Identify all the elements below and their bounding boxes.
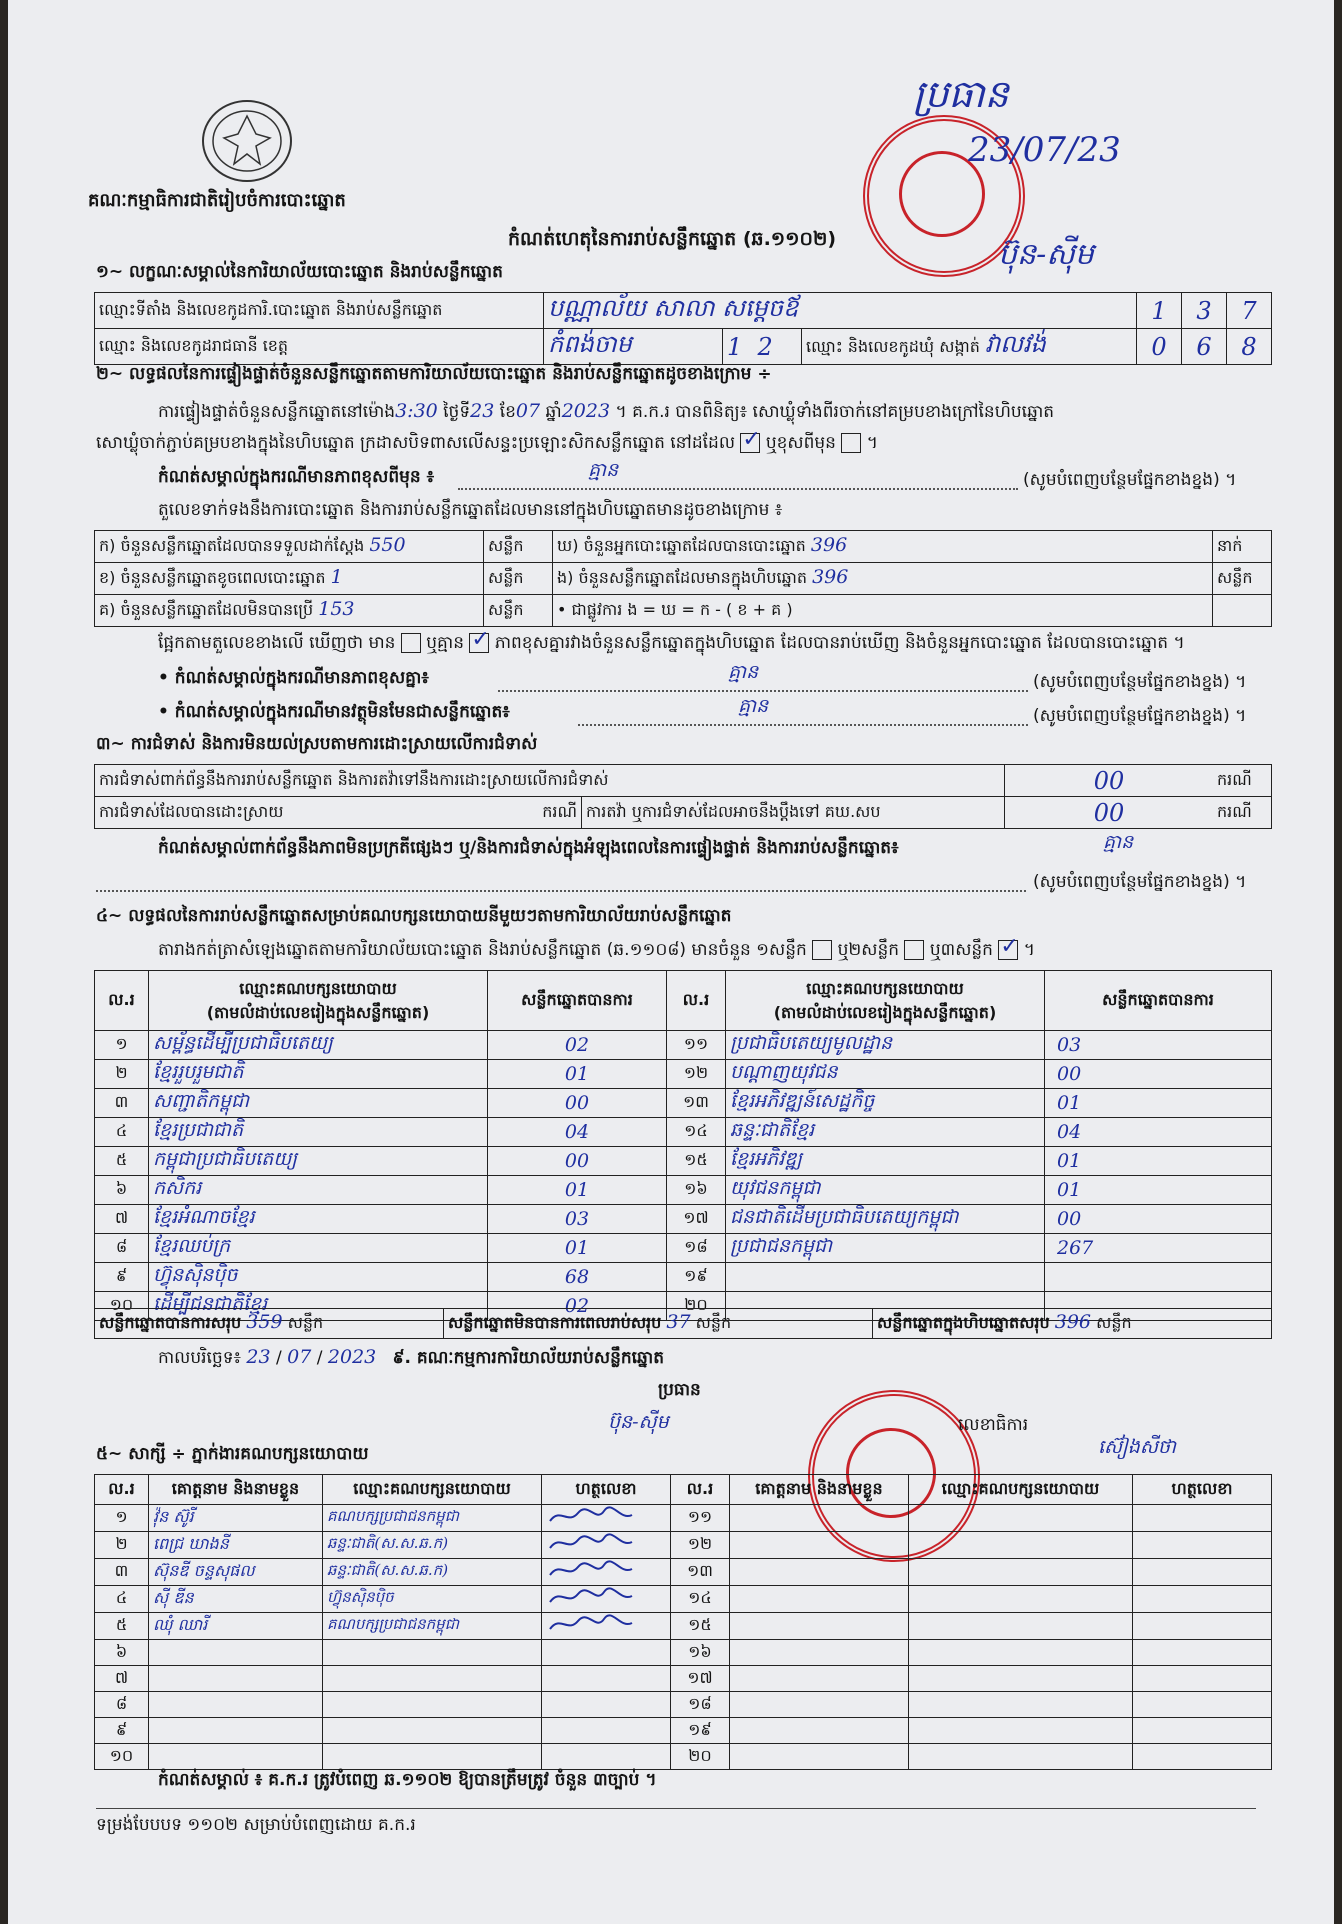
tally-sheet-line: តារាងកត់ត្រាសំឡេងឆ្នោតតាមការិយាល័យបោះឆ្នោត និងរាប់សន្លឹកឆ្នោត (ឆ.១១០៨) មានចំនួន ១សន្លឹក ឬ២សន្លឹក ឬ៣សន្លឹក ✓ ។ <box>158 934 1036 960</box>
party-name: ប្រជាធិបតេយ្យមូលដ្ឋាន <box>726 1031 1045 1060</box>
witness-name <box>149 1744 323 1770</box>
party-name: ដើម្បីជនជាតិខ្មែរ <box>149 1292 488 1321</box>
footer-note: កំណត់សម្គាល់ ៖ គ.ក.រ ត្រូវបំពេញ ឆ.១១០២ ឱ្យបានត្រឹមត្រូវ ចំនួន ៣ច្បាប់ ។ <box>158 1770 657 1790</box>
section4-heading: ៤~ លទ្ធផលនៃការរាប់សន្លឹកឆ្នោតសម្រាប់គណបក្សនយោបាយនីមួយៗតាមការិយាល័យរាប់សន្លឹកឆ្នោត <box>96 906 732 926</box>
signature-cell <box>542 1744 671 1770</box>
signature-cell <box>542 1505 671 1532</box>
unchanged-checkbox: ✓ <box>742 427 761 452</box>
row-number: ៨ <box>95 1692 149 1718</box>
witness-party <box>323 1744 542 1770</box>
votes-row <box>95 1176 1272 1205</box>
row-number: ៩ <box>95 1263 149 1292</box>
party-name: ខ្មែរឈប់ក្រ <box>149 1234 488 1263</box>
signature-cell <box>1133 1718 1272 1744</box>
irregularity-note-value: គ្មាន <box>1103 831 1134 853</box>
location-code-3: 7 <box>1227 293 1272 329</box>
vote-count: 00 <box>1045 1205 1272 1234</box>
party-name: កសិករ <box>149 1176 488 1205</box>
witness-name <box>730 1718 909 1744</box>
party-name: ខ្មែរអំណាចខ្មែរ <box>149 1205 488 1234</box>
witness-party <box>323 1640 542 1666</box>
party-name: ជនជាតិដើមប្រជាធិបតេយ្យកម្ពុជា <box>726 1205 1045 1234</box>
witness-party <box>909 1744 1133 1770</box>
witness-party <box>909 1640 1133 1666</box>
signing-date: កាលបរិច្ឆេទ៖ 23 / 07 / 2023 ៩. គណៈកម្មការការិយាល័យរាប់សន្លឹកឆ្នោត <box>158 1346 665 1368</box>
witness-name <box>149 1640 323 1666</box>
commune-code-1: 0 <box>1137 329 1182 365</box>
row-number: ៣ <box>95 1559 149 1586</box>
handwritten-date: 23/07/23 <box>968 130 1121 170</box>
handwritten-name: ប៊ុន-ស៊ីម <box>998 237 1094 272</box>
row-number: ៤ <box>95 1586 149 1613</box>
party-name: យុវជនកម្ពុជា <box>726 1176 1045 1205</box>
party-name: សម្ព័ន្ធដើម្បីប្រជាធិបតេយ្យ <box>149 1031 488 1060</box>
votes-table: ល.រ ឈ្មោះគណបក្សនយោបាយ (តាមលំដាប់លេខរៀងក្នុងសន្លឹកឆ្នោត) សន្លឹកឆ្នោតបានការ ល.រ ឈ្មោះគណបក្សនយោបាយ (តាមលំដាប់លេខរៀងក្នុងសន្លឹកឆ្នោត) សន្លឹកឆ្នោតបានការ ១ សម្ព័ន្ធដើម្បីប្រជាធិបតេយ្យ 02 ១១ ប្រជាធិបតេយ្យមូលដ្ឋាន 03 ២ ខ្មែររួបរួមជាតិ 01 ១២ បណ្ដាញយុវជន 00 ៣ សញ្ជាតិកម្ពុជា 00 ១៣ ខ្មែរអភិវឌ្ឍន៍សេដ្ឋកិច្ច 01 ៤ ខ្មែរប្រជាជាតិ 04 ១៤ ឆន្ទៈជាតិខ្មែរ 04 ៥ កម្ពុជាប្រជាធិបតេយ្យ 00 ១៥ ខ្មែរអភិវឌ្ឍ 01 ៦ កសិករ 01 ១៦ យុវជនកម្ពុជា 01 ៧ ខ្មែរអំណាចខ្មែរ 03 ១៧ ជនជាតិដើមប្រជាធិបតេយ្យកម្ពុជា 00 ៨ ខ្មែរឈប់ក្រ 01 ១៨ ប្រជាជនកម្ពុជា 267 ៩ ហ៊្វុនស៊ិនប៉ិច 68 ១៩ ១០ ដើម្បីជនជាតិខ្មែរ 02 ២០ <box>94 970 1272 1321</box>
changed-checkbox <box>841 433 861 453</box>
signature-cell <box>542 1718 671 1744</box>
foreign-object-note-label: • កំណត់សម្គាល់ក្នុងករណីមានវត្ថុមិនមែនជាសន្លឹកឆ្នោត៖ <box>158 702 510 722</box>
vote-count: 267 <box>1045 1234 1272 1263</box>
commune-code-2: 6 <box>1182 329 1227 365</box>
witness-party <box>323 1692 542 1718</box>
witness-party <box>909 1613 1133 1640</box>
fill-hint-3: (សូមបំពេញបន្ថែមផ្នែកខាងខ្នង) ។ <box>1033 706 1247 726</box>
votes-row <box>95 1205 1272 1234</box>
org-name: គណៈកម្មាធិការជាតិរៀបចំការបោះឆ្នោត <box>88 190 346 211</box>
signature-cell <box>1133 1532 1272 1559</box>
section5-heading: ៥~ សាក្សី ÷ ភ្នាក់ងារគណបក្សនយោបាយ <box>96 1444 369 1464</box>
party-name: ខ្មែររួបរួមជាតិ <box>149 1060 488 1089</box>
signature-cell <box>1133 1505 1272 1532</box>
witness-name <box>730 1505 909 1532</box>
vote-count: 01 <box>488 1234 667 1263</box>
witness-party <box>909 1586 1133 1613</box>
fill-hint-2: (សូមបំពេញបន្ថែមផ្នែកខាងខ្នង) ។ <box>1033 672 1247 692</box>
row-number: ៧ <box>95 1205 149 1234</box>
vote-count: 03 <box>1045 1031 1272 1060</box>
row-number: ២០ <box>667 1292 726 1321</box>
witness-name: ស៊ុនឌី ចន្ទសុផល <box>149 1559 323 1586</box>
vote-count: 68 <box>488 1263 667 1292</box>
vote-count: 01 <box>1045 1147 1272 1176</box>
vote-count <box>1045 1263 1272 1292</box>
witness-name <box>730 1532 909 1559</box>
location-label: ឈ្មោះទីតាំង និងលេខកូដការិ.បោះឆ្នោត និងរាប់សន្លឹកឆ្នោត <box>95 293 544 329</box>
row-number: ៥ <box>95 1147 149 1176</box>
witness-row <box>95 1692 1272 1718</box>
signature-scribble <box>546 1559 636 1581</box>
signature-cell <box>1133 1744 1272 1770</box>
row-number: ១៨ <box>667 1234 726 1263</box>
row-number: ១៣ <box>667 1089 726 1118</box>
witness-party <box>909 1718 1133 1744</box>
secretary-signature: ស៊ៀងសីថា <box>1098 1436 1177 1458</box>
discrepancy-line: ផ្អែកតាមតួលេខខាងលើ ឃើញថា មាន ឬគ្មាន ✓ ភាពខុសគ្នារវាងចំនួនសន្លឹកឆ្នោតក្នុងហិបឆ្នោត ដែលបានរាប់ឃើញ និងចំនួនអ្នកបោះឆ្នោត ដែលបានបោះឆ្នោត ។ <box>158 627 1185 653</box>
signature-cell <box>542 1586 671 1613</box>
signature-cell <box>1133 1692 1272 1718</box>
fill-hint-4: (សូមបំពេញបន្ថែមផ្នែកខាងខ្នង) ។ <box>1033 872 1247 892</box>
form-identifier: ទម្រង់បែបបទ ១១០២ សម្រាប់បំពេញដោយ គ.ក.រ <box>96 1815 416 1835</box>
witness-row <box>95 1559 1272 1586</box>
row-number: ៦ <box>95 1640 149 1666</box>
row-number: ១៤ <box>671 1586 730 1613</box>
witness-row <box>95 1640 1272 1666</box>
row-number: ១២ <box>671 1532 730 1559</box>
has-discrepancy-checkbox <box>401 633 421 653</box>
row-number: ១១ <box>671 1505 730 1532</box>
vote-count: 00 <box>1045 1060 1272 1089</box>
signature-cell <box>1133 1559 1272 1586</box>
row-number: ១៥ <box>671 1613 730 1640</box>
vote-count: 03 <box>488 1205 667 1234</box>
witness-row <box>95 1744 1272 1770</box>
vote-count: 04 <box>1045 1118 1272 1147</box>
witness-party: គណបក្សប្រជាជនកម្ពុជា <box>323 1613 542 1640</box>
witness-party <box>323 1718 542 1744</box>
vote-count: 01 <box>488 1060 667 1089</box>
votes-row <box>95 1031 1272 1060</box>
chair-signature: ប៊ុន-ស៊ីម <box>608 1411 669 1433</box>
vote-count: 00 <box>488 1089 667 1118</box>
two-sheet-checkbox <box>904 940 924 960</box>
difference-note-value: គ្មាន <box>588 459 619 481</box>
witness-name <box>149 1718 323 1744</box>
signature-cell <box>1133 1613 1272 1640</box>
verification-line: ការផ្ទៀងផ្ទាត់ចំនួនសន្លឹកឆ្នោតនៅម៉ោង3:30 ថ្ងៃទី23 ខែ07 ឆ្នាំ2023 ។ គ.ក.រ បានពិនិត្យ៖ សោឃ្លុំទាំងពីរចាក់នៅគម្របខាងក្រៅនៃហិបឆ្នោត <box>158 400 1055 422</box>
row-number: ១៦ <box>671 1640 730 1666</box>
votes-row <box>95 1147 1272 1176</box>
witness-row <box>95 1718 1272 1744</box>
witness-party: ឆន្ទៈជាតិ(ស.ស.ឆ.ក) <box>323 1559 542 1586</box>
irregularity-note-label: កំណត់សម្គាល់ពាក់ព័ន្ធនឹងភាពមិនប្រក្រតីផ្សេងៗ ឬ/និងការជំទាស់ក្នុងអំឡុងពេលនៃការផ្ទៀងផ្ទាត់ និងការរាប់សន្លឹកឆ្នោត៖ <box>158 838 899 858</box>
vote-count: 02 <box>488 1031 667 1060</box>
vote-count: 01 <box>1045 1176 1272 1205</box>
witness-name <box>730 1692 909 1718</box>
commune-code-3: 8 <box>1227 329 1272 365</box>
signature-cell <box>1133 1586 1272 1613</box>
vote-count: 00 <box>488 1147 667 1176</box>
row-number: ២០ <box>671 1744 730 1770</box>
signature-cell <box>542 1613 671 1640</box>
fill-hint: (សូមបំពេញបន្ថែមផ្នែកខាងខ្នង) ។ <box>1023 470 1237 490</box>
party-name: ឆន្ទៈជាតិខ្មែរ <box>726 1118 1045 1147</box>
witness-row <box>95 1532 1272 1559</box>
chair-label: ប្រធាន <box>658 1380 701 1400</box>
section1-table <box>94 292 1272 365</box>
signature-cell <box>1133 1666 1272 1692</box>
witness-name <box>730 1744 909 1770</box>
seal-line: សោឃ្លុំចាក់ភ្ជាប់គម្របខាងក្នុងនៃហិបឆ្នោត ក្រដាសបិទពាសលើសន្ទះប្រឡោះសិកសន្លឹកឆ្នោត នៅដដែល ✓ ឬខុសពីមុន ។ <box>96 427 879 453</box>
row-number: ១៧ <box>671 1666 730 1692</box>
signature-scribble <box>546 1613 636 1635</box>
row-number: ២ <box>95 1532 149 1559</box>
row-number: ១៩ <box>667 1263 726 1292</box>
document-page <box>8 0 1334 1924</box>
witness-row <box>95 1613 1272 1640</box>
votes-row <box>95 1234 1272 1263</box>
signature-scribble <box>546 1505 636 1527</box>
row-number: ១២ <box>667 1060 726 1089</box>
witness-name: ឈុំ ឈារី <box>149 1613 323 1640</box>
signature-cell <box>1133 1640 1272 1666</box>
row-number: ១៣ <box>671 1559 730 1586</box>
witness-name <box>149 1666 323 1692</box>
signature-scribble <box>546 1532 636 1554</box>
discrepancy-note-value: គ្មាន <box>728 661 759 683</box>
province-value: កំពង់ចាម <box>544 329 723 365</box>
witness-name: ស៊ី ឌីន <box>149 1586 323 1613</box>
witness-row <box>95 1666 1272 1692</box>
no-discrepancy-checkbox: ✓ <box>471 627 490 652</box>
location-value: បណ្ណាល័យ សាលា សម្តេចឪ <box>544 293 1137 329</box>
footer-divider <box>96 1808 1256 1809</box>
witness-party: ហ៊្វុនស៊ិនប៉ិច <box>323 1586 542 1613</box>
signature-cell <box>542 1692 671 1718</box>
votes-row <box>95 1089 1272 1118</box>
party-name: បណ្ដាញយុវជន <box>726 1060 1045 1089</box>
witness-name <box>730 1640 909 1666</box>
witness-party <box>909 1532 1133 1559</box>
witness-name: វ៉ុន ស៊ូរី <box>149 1505 323 1532</box>
row-number: ៨ <box>95 1234 149 1263</box>
witness-name <box>149 1692 323 1718</box>
section3-heading: ៣~ ការជំទាស់ និងការមិនយល់ស្របតាមការដោះស្រាយលើការជំទាស់ <box>96 734 538 754</box>
row-number: ១៦ <box>667 1176 726 1205</box>
witness-party <box>909 1505 1133 1532</box>
dotted-line <box>458 488 1018 490</box>
figures-intro: តួលេខទាក់ទងនឹងការបោះឆ្នោត និងការរាប់សន្លឹកឆ្នោតដែលមាននៅក្នុងហិបឆ្នោតមានដូចខាងក្រោម ៖ <box>158 500 783 520</box>
witness-name <box>730 1613 909 1640</box>
witness-party <box>909 1666 1133 1692</box>
signature-cell <box>542 1640 671 1666</box>
form-title: កំណត់ហេតុនៃការរាប់សន្លឹកឆ្នោត (ឆ.១១០២) <box>508 228 837 250</box>
witness-row <box>95 1505 1272 1532</box>
witness-table: ល.រ គោត្តនាម និងនាមខ្លួន ឈ្មោះគណបក្សនយោបាយ ហត្ថលេខា ល.រ គោត្តនាម និងនាមខ្លួន ឈ្មោះគណបក្សនយោបាយ ហត្ថលេខា ១ វ៉ុន ស៊ូរី គណបក្សប្រជាជនកម្ពុជា ១១ ២ ពេជ្រ ឃាងនី ឆន្ទៈជាតិ(ស.ស.ឆ.ក) ១២ ៣ ស៊ុនឌី ចន្ទសុផល ឆន្ទៈជាតិ(ស.ស.ឆ.ក) ១៣ ៤ ស៊ី ឌីន ហ៊្វុនស៊ិនប៉ិច ១៤ ៥ ឈុំ ឈារី គណបក្សប្រជាជនកម្ពុជា ១៥ ៦ ១៦ ៧ ១៧ ៨ ១៨ ៩ ១៩ ១០ ២០ <box>94 1474 1272 1770</box>
row-number: ១៥ <box>667 1147 726 1176</box>
party-name: ហ៊្វុនស៊ិនប៉ិច <box>149 1263 488 1292</box>
row-number: ១៩ <box>671 1718 730 1744</box>
witness-name <box>730 1666 909 1692</box>
objections-table: ការជំទាស់ពាក់ព័ន្ធនឹងការរាប់សន្លឹកឆ្នោត និងការតវ៉ាទៅនឹងការដោះស្រាយលើការជំទាស់ 00 ករណី ការជំទាស់ដែលបានដោះស្រាយ ករណី ការតវ៉ា ឬការជំទាស់ដែលអាចនឹងប្ដឹងទៅ គឃ.សប 00 ករណី <box>94 764 1272 829</box>
foreign-object-note-value: គ្មាន <box>738 695 769 717</box>
section2-heading: ២~ លទ្ធផលនៃការផ្ទៀងផ្ទាត់ចំនួនសន្លឹកឆ្នោតតាមការិយាល័យបោះឆ្នោត និងរាប់សន្លឹកឆ្នោតដូចខាងក្រោម ÷ <box>96 364 772 384</box>
witness-name: ពេជ្រ ឃាងនី <box>149 1532 323 1559</box>
vote-count: 04 <box>488 1118 667 1147</box>
row-number: ៦ <box>95 1176 149 1205</box>
party-name: សញ្ជាតិកម្ពុជា <box>149 1089 488 1118</box>
row-number: ១៧ <box>667 1205 726 1234</box>
vote-count: 01 <box>1045 1089 1272 1118</box>
witness-name <box>730 1586 909 1613</box>
secretary-label: លេខាធិការ <box>958 1415 1029 1435</box>
witness-name <box>730 1559 909 1586</box>
row-number: ១០ <box>95 1744 149 1770</box>
witness-party: ឆន្ទៈជាតិ(ស.ស.ឆ.ក) <box>323 1532 542 1559</box>
discrepancy-note-label: • កំណត់សម្គាល់ក្នុងករណីមានភាពខុសគ្នា៖ <box>158 668 429 688</box>
votes-row <box>95 1118 1272 1147</box>
votes-row <box>95 1263 1272 1292</box>
one-sheet-checkbox <box>812 940 832 960</box>
commune-cell: ឈ្មោះ និងលេខកូដឃុំ សង្កាត់ វាលវង់ <box>802 329 1137 365</box>
vote-count: 02 <box>488 1292 667 1321</box>
row-number: ៩ <box>95 1718 149 1744</box>
row-number: ១៤ <box>667 1118 726 1147</box>
difference-note-label: កំណត់សម្គាល់ក្នុងករណីមានភាពខុសពីមុន ៖ <box>158 467 435 487</box>
figures-table: ក) ចំនួនសន្លឹកឆ្នោតដែលបានទទួលដាក់ស្តែង 550 សន្លឹក ឃ) ចំនួនអ្នកបោះឆ្នោតដែលបានបោះឆ្នោត 396 នាក់ ខ) ចំនួនសន្លឹកឆ្នោតខូចពេលបោះឆ្នោត 1 សន្លឹក ង) ចំនួនសន្លឹកឆ្នោតដែលមានក្នុងហិបឆ្នោត 396 សន្លឹក គ) ចំនួនសន្លឹកឆ្នោតដែលមិនបានប្រើ 153 សន្លឹក • ជាផ្លូវការ ង = ឃ = ក - ( ខ + គ ) <box>94 530 1272 627</box>
signature-top: ប្រធាន <box>913 72 1009 116</box>
witness-row <box>95 1586 1272 1613</box>
nec-emblem-icon <box>198 98 296 184</box>
signature-scribble <box>546 1586 636 1608</box>
party-name: ខ្មែរអភិវឌ្ឍ <box>726 1147 1045 1176</box>
vote-count: 01 <box>488 1176 667 1205</box>
row-number: ៣ <box>95 1089 149 1118</box>
witness-party <box>323 1666 542 1692</box>
row-number: ១១ <box>667 1031 726 1060</box>
row-number: ៥ <box>95 1613 149 1640</box>
row-number: ១ <box>95 1031 149 1060</box>
signature-cell <box>542 1532 671 1559</box>
location-code-2: 3 <box>1182 293 1227 329</box>
location-code-1: 1 <box>1137 293 1182 329</box>
party-name <box>726 1263 1045 1292</box>
totals-table: សន្លឹកឆ្នោតបានការសរុប 359 សន្លឹក សន្លឹកឆ្នោតមិនបានការពេលរាប់សរុប 37 សន្លឹក សន្លឹកឆ្នោតក្នុងហិបឆ្នោតសរុប 396 សន្លឹក <box>94 1308 1272 1339</box>
row-number: ១០ <box>95 1292 149 1321</box>
row-number: ៧ <box>95 1666 149 1692</box>
section1-heading: ១~ លក្ខណៈសម្គាល់នៃការិយាល័យបោះឆ្នោត និងរាប់សន្លឹកឆ្នោត <box>96 262 503 282</box>
party-name: ខ្មែរប្រជាជាតិ <box>149 1118 488 1147</box>
row-number: ១ <box>95 1505 149 1532</box>
row-number: ១៨ <box>671 1692 730 1718</box>
three-sheet-checkbox: ✓ <box>1000 934 1019 959</box>
province-label: ឈ្មោះ និងលេខកូដរាជធានី ខេត្ត <box>95 329 544 365</box>
signature-cell <box>542 1666 671 1692</box>
province-code: 1 2 <box>723 329 802 365</box>
witness-party <box>909 1692 1133 1718</box>
party-name: ខ្មែរអភិវឌ្ឍន៍សេដ្ឋកិច្ច <box>726 1089 1045 1118</box>
witness-party <box>909 1559 1133 1586</box>
signature-cell <box>542 1559 671 1586</box>
votes-row <box>95 1060 1272 1089</box>
witness-party: គណបក្សប្រជាជនកម្ពុជា <box>323 1505 542 1532</box>
row-number: ២ <box>95 1060 149 1089</box>
party-name: ប្រជាជនកម្ពុជា <box>726 1234 1045 1263</box>
party-name: កម្ពុជាប្រជាធិបតេយ្យ <box>149 1147 488 1176</box>
row-number: ៤ <box>95 1118 149 1147</box>
